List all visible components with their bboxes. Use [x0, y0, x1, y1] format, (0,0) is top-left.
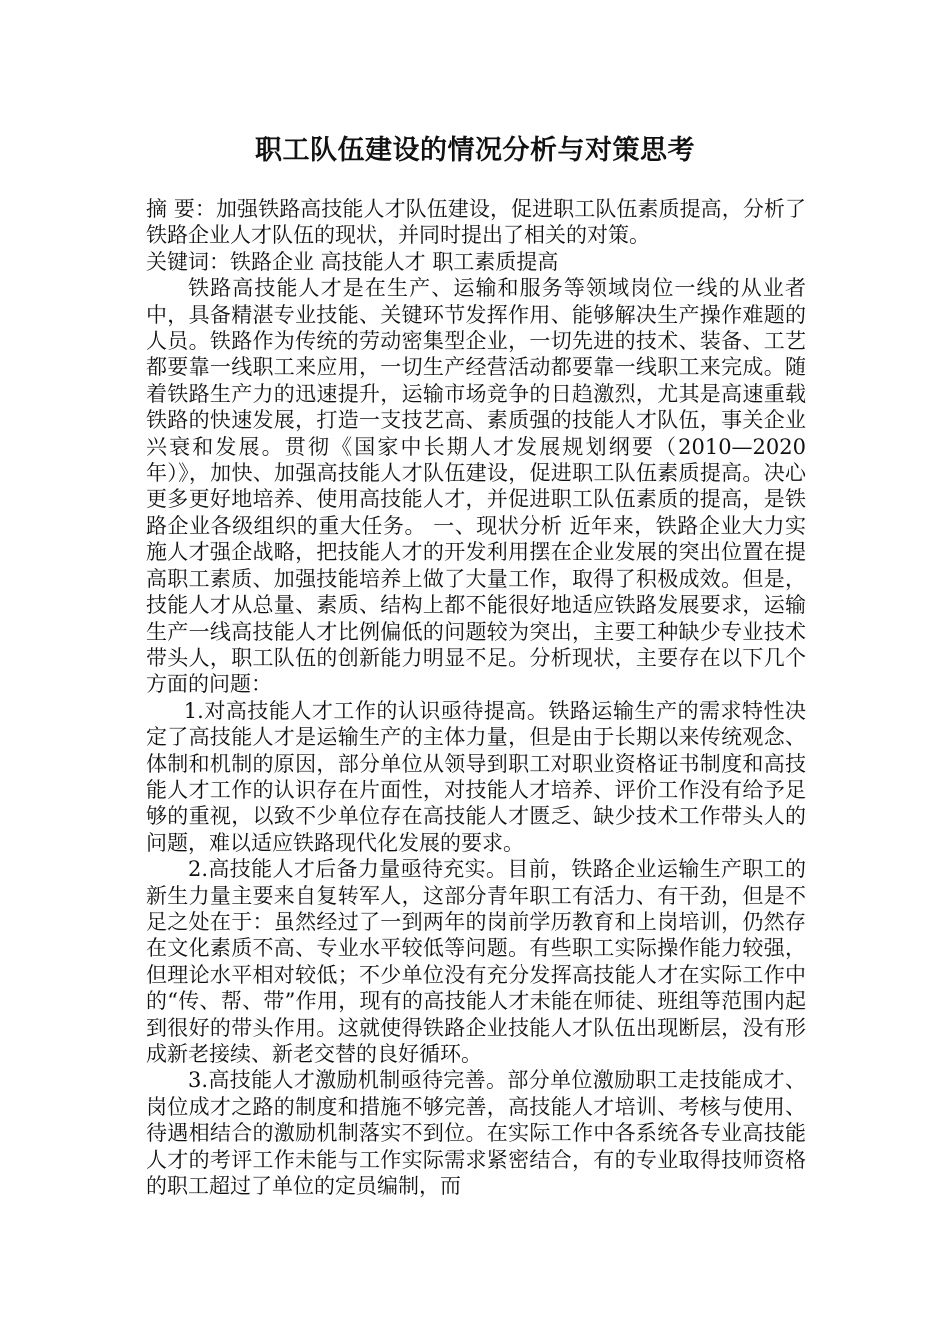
document-title: 职工队伍建设的情况分析与对策思考: [255, 135, 695, 166]
body-paragraph-point-1: 1.对高技能人才工作的认识亟待提高。铁路运输生产的需求特性决定了高技能人才是运输生产的主体力量，但是由于长期以来传统观念、体制和机制的原因，部分单位从领导到职工对职业资格证书制度和高技能人才工作的认识存在片面性，对技能人才培养、评价工作没有给予足够的重视，以致不少单位存在高技能人才匮乏、缺少技术工作带头人的问题，难以适应铁路现代化发展的要求。: [146, 698, 806, 855]
body-paragraph-point-2: 2.高技能人才后备力量亟待充实。目前，铁路企业运输生产职工的新生力量主要来自复转军人，这部分青年职工有活力、有干劲，但是不足之处在于：虽然经过了一到两年的岗前学历教育和上岗培训，仍然存在文化素质不高、专业水平较低等问题。有些职工实际操作能力较强，但理论水平相对较低；不少单位没有充分发挥高技能人才在实际工作中的“传、帮、带”作用，现有的高技能人才未能在师徒、班组等范围内起到很好的带头作用。这就使得铁路企业技能人才队伍出现断层，没有形成新老接续、新老交替的良好循环。: [146, 857, 806, 1066]
body-paragraph-point-3: 3.高技能人才激励机制亟待完善。部分单位激励职工走技能成才、岗位成才之路的制度和措施不够完善，高技能人才培训、考核与使用、待遇相结合的激励机制落实不到位。在实际工作中各系统各专业高技能人才的考评工作未能与工作实际需求紧密结合，有的专业取得技师资格的职工超过了单位的定员编制，而: [146, 1068, 806, 1199]
document-body: [146, 196, 806, 1199]
abstract-paragraph: 摘 要：加强铁路高技能人才队伍建设，促进职工队伍素质提高，分析了铁路企业人才队伍的现状，并同时提出了相关的对策。: [146, 197, 806, 248]
keywords-line: 关键词：铁路企业 高技能人才 职工素质提高: [146, 249, 559, 274]
body-paragraph-intro: 铁路高技能人才是在生产、运输和服务等领域岗位一线的从业者中，具备精湛专业技能、关键环节发挥作用、能够解决生产操作难题的人员。铁路作为传统的劳动密集型企业，一切先进的技术、装备、工艺都要靠一线职工来应用，一切生产经营活动都要靠一线职工来完成。随着铁路生产力的迅速提升，运输市场竞争的日趋激烈，尤其是高速重载铁路的快速发展，打造一支技艺高、素质强的技能人才队伍，事关企业兴衰和发展。贯彻《国家中长期人才发展规划纲要（2010—2020年）》，加快、加强高技能人才队伍建设，促进职工队伍素质提高。决心更多更好地培养、使用高技能人才，并促进职工队伍素质的提高，是铁路企业各级组织的重大任务。 一、现状分析 近年来，铁路企业大力实施人才强企战略，把技能人才的开发利用摆在企业发展的突出位置在提高职工素质、加强技能培养上做了大量工作，取得了积极成效。但是，技能人才从总量、素质、结构上都不能很好地适应铁路发展要求，运输生产一线高技能人才比例偏低的问题较为突出，主要工种缺少专业技术带头人，职工队伍的创新能力明显不足。分析现状，主要存在以下几个方面的问题：: [146, 276, 806, 697]
